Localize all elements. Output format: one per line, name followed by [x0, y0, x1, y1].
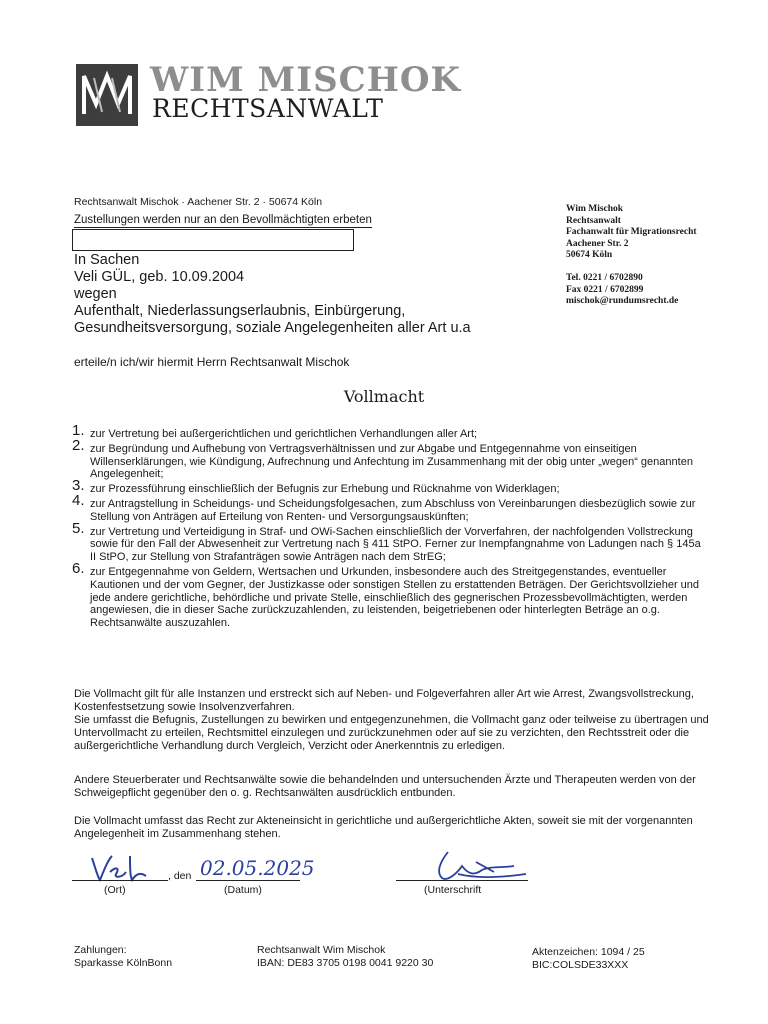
date-line — [196, 880, 300, 881]
item-number: 4. — [72, 491, 85, 509]
place-line — [72, 880, 168, 881]
iban: IBAN: DE83 3705 0198 0041 9220 30 — [257, 957, 434, 969]
files-paragraph: Die Vollmacht umfasst das Recht zur Akteneinsicht in gerichtliche und außergerichtliche Akten, soweit sie mit der vorgenannten Angelegenheit im Zusammenhang stehen. — [74, 815, 693, 840]
item-text: zur Entgegennahme von Geldern, Wertsachen und Urkunden, insbesondere auch des Streitgegenstandes, eventueller Kautionen und der vom Gegner, der Justizkasse oder sonstigen Stellen zu erstattenden Beträgen. Der Gerichtsvollzieher und jede andere gerichtliche, behördliche und private Stelle, einschließlich des gegnerischen Prozessbevollmächtigten, werden angewiesen, die in dieser Sache zurückzuzahlenden, zu leistenden, beigetriebenen oder hinterlegten Beträge an o.g. Rechtsanwälte auszuzahlen. — [90, 565, 700, 630]
case-label: In Sachen — [74, 252, 140, 268]
item-number: 1. — [72, 422, 85, 439]
date-label: (Datum) — [224, 884, 262, 896]
sender-address-line: Rechtsanwalt Mischok · Aachener Str. 2 · 50674 Köln — [74, 196, 323, 208]
list-item — [72, 519, 702, 564]
item-text: zur Begründung und Aufhebung von Vertragsverhältnissen und zur Abgabe und Entgegennahme von einseitigen Willenserklärungen, wie Kündigung, Aufrechnung und Anfechtung im Zusammenhang mit der obig unter „wegen“ genannten Angelegenheit; — [90, 442, 693, 481]
contact-email: mischok@rundumsrecht.de — [566, 296, 679, 307]
item-text: zur Vertretung und Verteidigung in Straf- und OWi-Sachen einschließlich der Vorverfahren, der nachfolgenden Vollstreckung sowie für den Fall der Abwesenheit zur Vertretung nach § 411 StPO. Ferner zur Inempfangnahme von Ladungen nach § 145a II StPO, zur Stellung von Strafanträgen sowie Anträgen nach dem StrEG; — [90, 525, 701, 564]
item-number: 3. — [72, 477, 85, 495]
payments-label: Zahlungen: — [74, 944, 127, 956]
handwritten-date: 02.05.2025 — [200, 856, 315, 880]
list-item — [72, 422, 702, 441]
case-subject-2: Gesundheitsversorgung, soziale Angelegenheiten aller Art u.a — [74, 320, 471, 336]
contact-block — [566, 204, 697, 308]
item-number: 5. — [72, 519, 85, 537]
list-item — [72, 477, 702, 496]
contact-fax: Fax 0221 / 6702899 — [566, 284, 644, 295]
case-subject-1: Aufenthalt, Niederlassungserlaubnis, Einbürgerung, — [74, 303, 406, 319]
item-text: zur Vertretung bei außergerichtlichen und gerichtlichen Verhandlungen aller Art; — [90, 428, 478, 440]
firm-name: WIM MISCHOK — [150, 60, 462, 100]
contact-name: Wim Mischok — [566, 204, 624, 214]
account-holder: Rechtsanwalt Wim Mischok — [257, 944, 386, 956]
recipient-box — [72, 229, 354, 251]
place-label: (Ort) — [104, 884, 126, 896]
contact-tel: Tel. 0221 / 6702890 — [566, 272, 643, 283]
signature-label: (Unterschrift — [424, 884, 482, 896]
powers-list — [72, 422, 702, 632]
contact-specialty: Fachanwalt für Migrationsrecht — [566, 227, 697, 238]
item-number: 6. — [72, 559, 85, 577]
scope-paragraph: Die Vollmacht gilt für alle Instanzen und erstreckt sich auf Neben- und Folgeverfahren aller Art wie Arrest, Zwangsvollstreckung, Kostenfestsetzung sowie Insolvenzverfahren. — [74, 688, 694, 713]
case-wegen: wegen — [74, 286, 117, 302]
item-text: zur Antragstellung in Scheidungs- und Scheidungsfolgesachen, zum Abschluss von Vereinbarungen diesbezüglich sowie zur Stellung von Anträgen auf Erteilung von Renten- und Versorgungsauskünften; — [90, 497, 696, 523]
case-block — [74, 252, 471, 337]
document-title: Vollmacht — [343, 387, 425, 406]
contact-city: 50674 Köln — [566, 250, 613, 261]
bank-name: Sparkasse KölnBonn — [74, 957, 173, 969]
powers-paragraph: Sie umfasst die Befugnis, Zustellungen zu bewirken und entgegenzunehmen, die Vollmacht ganz oder teilweise zu übertragen und Untervollmacht zu erteilen, Rechtsmittel einzulegen und zurückzunehmen oder auf sie zu verzichten, den Rechtsstreit oder die außergerichtliche Verhandlung durch Vergleich, Verzicht oder Anerkenntnis zu erledigen. — [74, 714, 709, 752]
footer-payments — [74, 944, 172, 970]
list-item — [72, 491, 702, 524]
footer-reference — [532, 946, 645, 972]
contact-role: Rechtsanwalt — [566, 215, 621, 226]
firm-title: RECHTSANWALT — [152, 94, 384, 123]
contact-street: Aachener Str. 2 — [566, 238, 629, 249]
case-party: Veli GÜL, geb. 10.09.2004 — [74, 269, 245, 285]
file-reference: Aktenzeichen: 1094 / 25 — [532, 946, 645, 958]
footer-account — [257, 944, 433, 970]
grant-line: erteile/n ich/wir hiermit Herrn Rechtsanwalt Mischok — [74, 355, 350, 369]
item-text: zur Prozessführung einschließlich der Befugnis zur Erhebung und Rücknahme von Widerklagen; — [90, 483, 560, 496]
secrecy-paragraph: Andere Steuerberater und Rechtsanwälte sowie die behandelnden und untersuchenden Ärzte und Therapeuten werden von der Schweigepflicht gegenüber den o. g. Rechtsanwälten ausdrücklich entbunden. — [74, 774, 696, 799]
law-firm-logo — [76, 64, 138, 126]
item-number: 2. — [72, 436, 85, 454]
list-item — [72, 436, 702, 481]
signature-line — [396, 880, 528, 881]
service-note: Zustellungen werden nur an den Bevollmächtigten erbeten — [74, 214, 372, 226]
list-item — [72, 559, 702, 630]
den-label: , den — [168, 870, 192, 882]
bic: BIC:COLSDE33XXX — [532, 959, 629, 971]
